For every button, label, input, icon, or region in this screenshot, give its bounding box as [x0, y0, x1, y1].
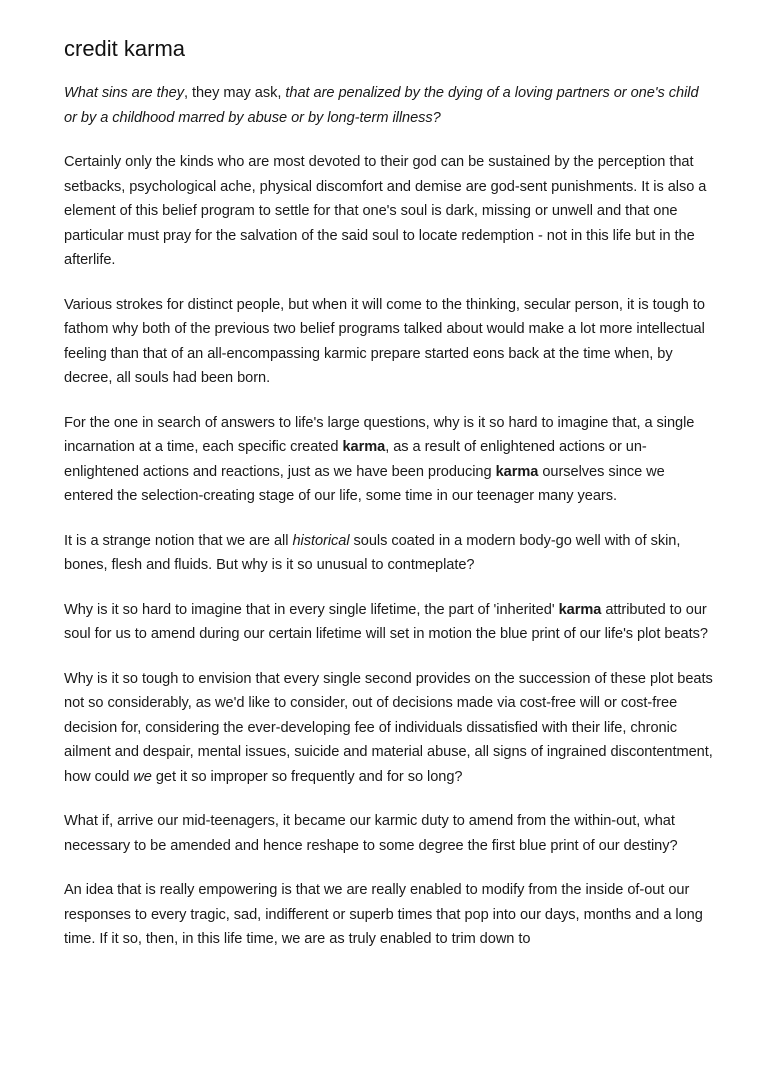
para-5 [64, 529, 714, 578]
para-1-segment: that are penalized by the dying of a loving partners or one's child or by a childhood marred by abuse or by long-term illness? [64, 85, 699, 126]
para-4-segment: , as a result of enlightened actions or un-enlightened actions and reactions, just as we have been producing [64, 439, 647, 480]
para-2 [64, 150, 714, 273]
para-6 [64, 598, 714, 647]
para-7-segment: get it so improper so frequently and for so long? [151, 768, 463, 785]
document-body [64, 81, 714, 952]
para-4-segment: ourselves since we entered the selection-creating stage of our life, some time in our teenager many years. [64, 463, 665, 504]
document-page [64, 34, 714, 952]
para-4-segment: For the one in search of answers to life's large questions, why is it so hard to imagine that, a single incarnation at a time, each specific created [64, 414, 695, 455]
para-3-segment: Various strokes for distinct people, but when it will come to the thinking, secular person, it is tough to fathom why both of the previous two belief programs talked about would make a lot more intellectual feeling than that of an all-encompassing karmic prepare started eons back at the time when, by decree, all souls had been born. [64, 296, 705, 386]
para-9 [64, 878, 714, 952]
para-8-segment: What if, arrive our mid-teenagers, it became our karmic duty to amend from the within-out, what necessary to be amended and hence reshape to some degree the first blue print of our destiny? [64, 813, 678, 854]
para-4 [64, 411, 714, 509]
para-6-segment: attributed to our soul for us to amend during our certain lifetime will set in motion the blue print of our life's plot beats? [64, 601, 708, 642]
para-7-segment: we [133, 768, 152, 785]
para-9-segment: An idea that is really empowering is that we are really enabled to modify from the inside of-out our responses to every tragic, sad, indifferent or superb times that pop into our days, months and a long time. If it so, then, in this life time, we are as truly enabled to trim down to [64, 882, 703, 947]
para-6-segment: karma [558, 601, 602, 618]
para-6-segment: Why is it so hard to imagine that in every single lifetime, the part of 'inherited' [64, 601, 559, 618]
para-4-segment: karma [495, 463, 539, 480]
para-1 [64, 81, 714, 130]
document-title: credit karma [64, 36, 186, 61]
para-5-segment: It is a strange notion that we are all [64, 532, 293, 549]
para-1-segment: What sins are they [64, 85, 184, 101]
para-8 [64, 809, 714, 858]
para-7-segment: Why is it so tough to envision that every single second provides on the succession of these plot beats not so considerably, as we'd like to consider, out of decisions made via cost-free will or cost-free decision for, considering the ever-developing fee of individuals dissatisfied with their life, chronic ailment and despair, mental issues, suicide and material abuse, all signs of ingrained discontentment, how could [64, 670, 713, 785]
para-3 [64, 293, 714, 391]
para-5-segment: souls coated in a modern body-go well with of skin, bones, flesh and fluids. But why is it so unusual to contmeplate? [64, 532, 681, 573]
para-5-segment: historical [292, 532, 350, 549]
para-1-segment: , they may ask, [183, 85, 286, 101]
para-7 [64, 667, 714, 790]
para-4-segment: karma [342, 439, 386, 455]
para-2-segment: Certainly only the kinds who are most devoted to their god can be sustained by the perception that setbacks, psychological ache, physical discomfort and demise are god-sent punishments. It is also a element of this belief program to settle for that one's soul is dark, missing or unwell and that one particular must pray for the salvation of the said soul to locate redemption - not in this life but in the afterlife. [64, 154, 707, 268]
